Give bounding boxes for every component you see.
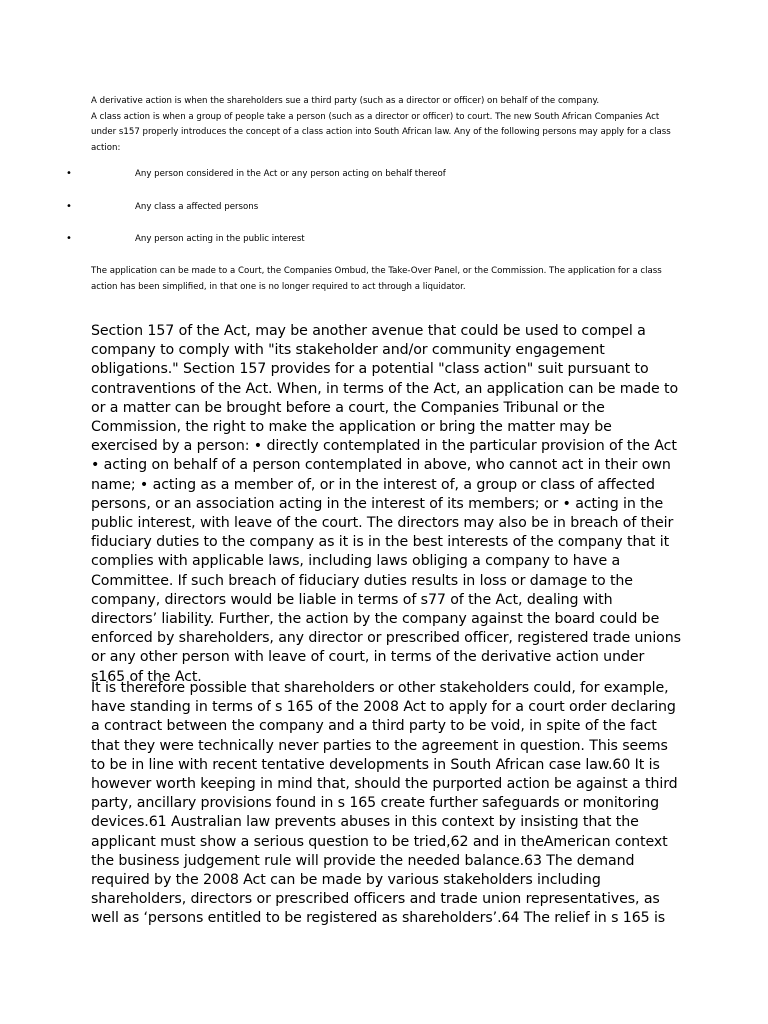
bullet-text: Any person acting in the public interest [135,234,305,244]
bullet-item [0,166,768,182]
bullet-item [0,199,768,215]
bullet-icon: • [66,233,72,244]
bullet-text: Any person considered in the Act or any person acting on behalf thereof [135,169,446,179]
closing-block [91,264,681,295]
derivative-action-definition: A derivative action is when the shareholders sue a third party (such as a director or officer) on behalf of the company. [91,96,600,106]
bullet-icon: • [66,201,72,212]
intro-block [91,94,681,156]
body-paragraph-standing: It is therefore possible that shareholders or other stakeholders could, for example, have standing in terms of s 165 of the 2008 Act to apply for a court order declaring a contract between the company and a third party to be void, in spite of the fact that they were technically never parties to the agreement in question. This seems to be in line with recent tentative developments in South African case law.60 It is however worth keeping in mind that, should the purported action be against a third party, ancillary provisions found in s 165 create further safeguards or monitoring devices.61 Australian law prevents abuses in this context by insisting that the applicant must show a serious question to be tried,62 and in theAmerican context the business judgement rule will provide the needed balance.63 The demand required by the 2008 Act can be made by various stakeholders including shareholders, directors or prescribed officers and trade union representatives, as well as ‘persons entitled to be registered as shareholders’.64 The relief in s 165 is [91,680,678,927]
body-paragraph-section-157: Section 157 of the Act, may be another avenue that could be used to compel a company to comply with "its stakeholder and/or community engagement obligations." Section 157 provides for a potential "class action" suit pursuant to contraventions of the Act. When, in terms of the Act, an application can be made to or a matter can be brought before a court, the Companies Tribunal or the Commission, the right to make the application or bring the matter may be exercised by a person: • directly contemplated in the particular provision of the Act • acting on behalf of a person contemplated in above, who cannot act in their own name; • acting as a member of, or in the interest of, a group or class of affected persons, or an association acting in the interest of its members; or • acting in the public interest, with leave of the court. The directors may also be in breach of their fiduciary duties to the company as it is in the best interests of the company that it complies with applicable laws, including laws obliging a company to have a Committee. If such breach of fiduciary duties results in loss or damage to the company, directors would be liable in terms of s77 of the Act, dealing with directors’ liability. Further, the action by the company against the board could be enforced by shareholders, any director or prescribed officer, registered trade unions or any other person with leave of court, in terms of the derivative action under s165 of the Act. [91,323,681,685]
bullet-icon: • [66,168,72,179]
class-action-definition: A class action is when a group of people take a person (such as a director or officer) to court. The new South African Companies Act under s157 properly introduces the concept of a class action into South African law. Any of the following persons may apply for a class action: [91,111,671,153]
bullet-text: Any class a affected persons [135,202,259,212]
bullet-item [0,231,768,247]
closing-paragraph: The application can be made to a Court, the Companies Ombud, the Take-Over Panel, or the Commission. The application for a class action has been simplified, in that one is no longer required to act through a liquidator. [91,266,662,292]
